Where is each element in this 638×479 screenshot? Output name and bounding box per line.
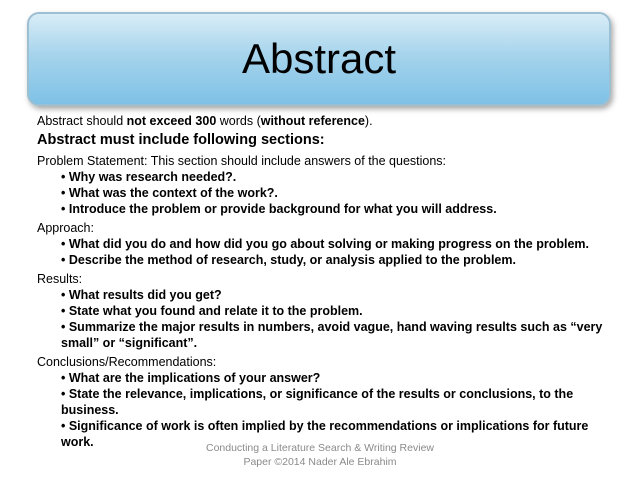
section-problem	[37, 153, 617, 217]
page-title: Abstract	[241, 35, 397, 82]
intro-line	[37, 113, 617, 129]
intro-text-end: ).	[364, 114, 373, 128]
section-label: Problem Statement: This section should include answers of the questions:	[37, 154, 447, 168]
slide-body	[37, 113, 617, 450]
section-label: Conclusions/Recommendations:	[37, 355, 217, 369]
section-results	[37, 271, 617, 351]
footer-line-2: Paper ©2014 Nader Ale Ebrahim	[243, 456, 397, 468]
bullet-item: • Why was research needed?.	[61, 170, 237, 184]
intro-text-mid: words (	[216, 114, 261, 128]
bullet-item: • Introduce the problem or provide background for what you will address.	[61, 202, 497, 216]
bullet-item: • Significance of work is often implied by the recommendations or implications for future work.	[61, 419, 589, 449]
section-approach	[37, 220, 617, 268]
footer-line-1: Conducting a Literature Search & Writing Review	[205, 442, 434, 454]
section-label: Approach:	[37, 221, 94, 235]
footer-credit	[185, 441, 455, 469]
bullet-item: • Describe the method of research, study, or analysis applied to the problem.	[61, 253, 516, 267]
bullet-item: • State the relevance, implications, or significance of the results or conclusions, to the business.	[61, 387, 574, 417]
section-label: Results:	[37, 272, 83, 286]
bullet-item: • What was the context of the work?.	[61, 186, 278, 200]
sections-heading: Abstract must include following sections:	[37, 132, 325, 148]
bullet-item: • State what you found and relate it to the problem.	[61, 304, 363, 318]
intro-text: Abstract should	[37, 114, 127, 128]
title-banner	[27, 12, 611, 106]
intro-exception: without reference	[260, 114, 365, 128]
bullet-item: • What results did you get?	[61, 288, 222, 302]
section-conclusions	[37, 354, 617, 450]
bullet-item: • What are the implications of your answer?	[61, 371, 321, 385]
intro-limit: not exceed 300	[126, 114, 217, 128]
bullet-item: • Summarize the major results in numbers, avoid vague, hand waving results such as “very small” or “significant”.	[61, 320, 603, 350]
bullet-item: • What did you do and how did you go about solving or making progress on the problem.	[61, 237, 589, 251]
